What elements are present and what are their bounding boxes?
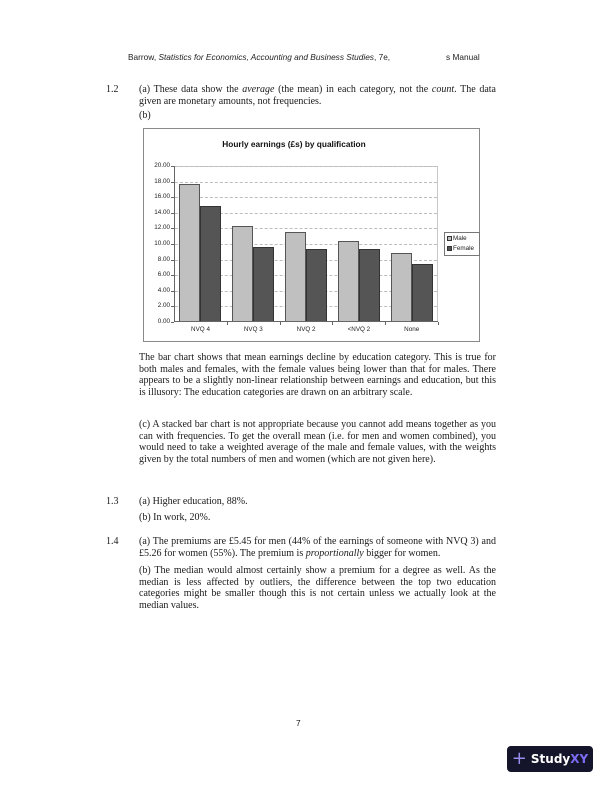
- answer-1-4-a: [139, 536, 496, 559]
- header-manual: s Manual: [446, 52, 480, 62]
- y-tick-label: 4.00: [157, 286, 170, 294]
- bar-female: [412, 264, 433, 322]
- header-book-title: Statistics for Economics, Accounting and Business Studies: [158, 52, 374, 62]
- legend-item-female: [447, 245, 474, 252]
- answer-1-2-b-text: The bar chart shows that mean earnings decline by education category. This is true for both males and females, with the female values being lower than that for males. There appears to be a slightly non-linear relationship between earnings and education, but this is illusory: The education categories are drawn on an arbitrary scale.: [139, 352, 496, 399]
- y-tick-label: 16.00: [154, 193, 170, 201]
- text: . The data given are monetary amounts, not frequencies.: [139, 84, 496, 107]
- bar-female: [253, 247, 274, 322]
- x-tick-label: NVQ 4: [191, 326, 210, 333]
- x-tick-mark: [280, 322, 281, 325]
- studyxy-badge[interactable]: [507, 746, 593, 772]
- y-tick-label: 20.00: [154, 162, 170, 169]
- y-tick-mark: [171, 322, 174, 323]
- question-number-1-3: 1.3: [106, 496, 119, 507]
- gridline: [175, 182, 437, 183]
- text: (a) These data show the: [139, 84, 243, 95]
- gridline: [175, 166, 437, 167]
- answer-1-3-b: (b) In work, 20%.: [139, 512, 211, 523]
- emphasis: proportionally: [305, 547, 364, 559]
- bar-female: [306, 249, 327, 322]
- page-number: 7: [296, 718, 301, 728]
- y-tick-label: 6.00: [157, 271, 170, 279]
- male-swatch-icon: [447, 236, 452, 241]
- chart-legend: [444, 232, 480, 256]
- y-axis: [174, 166, 175, 322]
- badge-text-accent: XY: [570, 752, 589, 766]
- y-tick-label: 12.00: [154, 224, 170, 232]
- text: (a) The premiums are £5.45 for men (44% of the earnings of someone with NVQ 3) and £5.26 for women (55%). The premium is: [139, 536, 496, 559]
- badge-text-main: Study: [530, 752, 571, 766]
- y-tick-label: 8.00: [157, 255, 170, 263]
- y-tick-label: 14.00: [154, 208, 170, 216]
- x-tick-mark: [385, 322, 386, 325]
- bar-male: [338, 241, 359, 322]
- answer-1-3-a: (a) Higher education, 88%.: [139, 496, 248, 507]
- emphasis: average: [242, 84, 275, 95]
- female-swatch-icon: [447, 246, 452, 251]
- answer-1-2-c: (c) A stacked bar chart is not appropriate because you cannot add means together as you can with frequencies. To get the overall mean (i.e. for men and women combined), you would need to take a weighted average of the male and female values, with the weights given by the total numbers of men and women (which are not given here).: [139, 419, 496, 466]
- legend-label: Female: [453, 245, 474, 252]
- y-tick-label: 18.00: [154, 177, 170, 185]
- x-tick-mark: [332, 322, 333, 325]
- legend-label: Male: [453, 235, 467, 242]
- running-header: [128, 52, 480, 62]
- x-axis: [174, 321, 438, 322]
- bar-female: [359, 249, 380, 322]
- y-tick-label: 2.00: [157, 302, 170, 310]
- gridline: [175, 197, 437, 198]
- plus-icon: +: [511, 748, 527, 769]
- y-tick-label: 10.00: [154, 240, 170, 247]
- chart-title: Hourly earnings (£s) by qualification: [222, 139, 366, 149]
- bar-male: [232, 226, 253, 322]
- bar-male: [391, 253, 412, 322]
- x-tick-label: None: [404, 326, 420, 333]
- answer-1-2-a: [139, 84, 496, 107]
- x-tick-mark: [438, 322, 439, 325]
- bar-male: [285, 232, 306, 322]
- answer-1-4-b: (b) The median would almost certainly show a premium for a degree as well. As the median is less affected by outliers, the difference between the top two education categories might be smaller though this is not certain unless we actually look at the median values.: [139, 565, 496, 612]
- answer-1-2-b-label: (b): [139, 110, 151, 121]
- bar-chart: [143, 128, 480, 342]
- x-tick-label: NVQ 2: [296, 326, 316, 333]
- x-tick-mark: [227, 322, 228, 325]
- header-edition: , 7e,: [373, 52, 391, 62]
- bar-female: [200, 206, 221, 322]
- y-tick-label: 0.00: [157, 318, 170, 325]
- question-number-1-2: 1.2: [106, 84, 119, 95]
- text: bigger for women.: [363, 547, 441, 559]
- header-author: Barrow,: [128, 52, 159, 62]
- x-tick-label: NVQ 3: [243, 326, 263, 333]
- x-tick-label: <NVQ 2: [347, 326, 371, 333]
- emphasis: count: [431, 84, 455, 95]
- text: (the mean) in each category, not the: [274, 84, 432, 95]
- question-number-1-4: 1.4: [106, 536, 119, 547]
- bar-male: [179, 184, 200, 322]
- legend-item-male: [447, 235, 467, 242]
